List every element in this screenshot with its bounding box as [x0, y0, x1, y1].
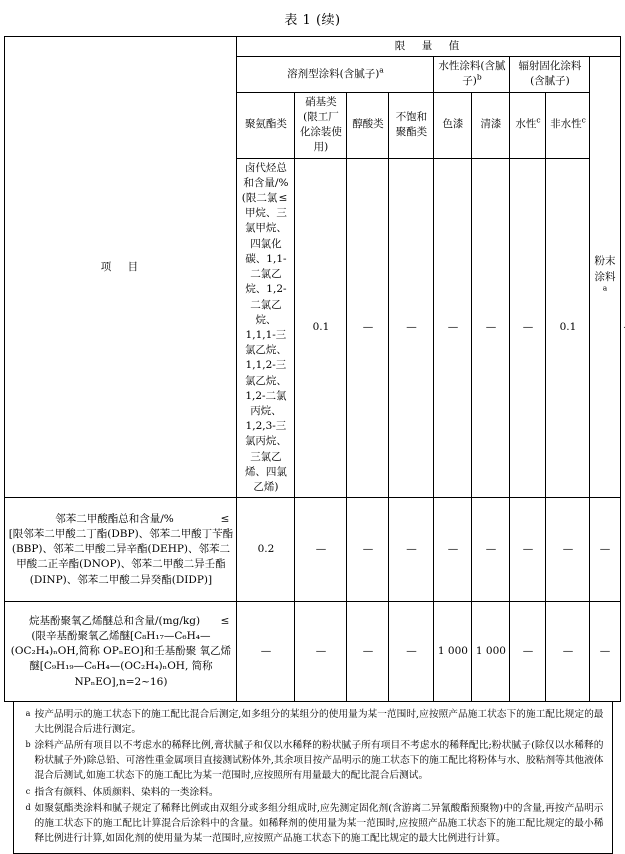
header-radiation-group: 辐射固化涂料(含腻子) [510, 57, 590, 92]
table-notes [13, 702, 613, 853]
header-leaf-polyurethane: 聚氨酯类 [237, 92, 295, 158]
row3-val-pigmented: 1 000 [434, 602, 472, 702]
header-waterborne-sup: b [476, 72, 482, 82]
header-leaf-nonwaterborne-label: 非水性 [550, 118, 582, 131]
limits-table [4, 36, 620, 702]
note-item [22, 785, 604, 800]
row3-val-unsaturated-polyester: — [389, 602, 434, 702]
row2-val-alkyd: — [347, 498, 389, 602]
row3-val-polyurethane: — [237, 602, 295, 702]
row3-detail-line-2: (OC₂H₄)ₙOH,简称 OPₙEO]和壬基酚聚 [10, 645, 197, 658]
row-alkylphenol-ethoxylates-label [5, 602, 237, 702]
header-waterborne-group [434, 57, 510, 92]
header-waterborne-label: 水性涂料(含腻子) [438, 60, 506, 88]
header-powder-sup: a [602, 283, 608, 293]
row2-symbol: ≤ [220, 512, 230, 525]
header-powder-label: 粉末涂料 [594, 255, 616, 283]
row2-val-waterborne: — [510, 498, 546, 602]
header-leaf-varnish: 清漆 [472, 92, 510, 158]
note-text-a: 按产品明示的施工状态下的施工配比混合后测定,如多组分的某组分的使用量为某一范围时,应按照产品施工状态下的施工配比规定的最大比例混合后进行测定。 [34, 709, 604, 736]
row1-name: 卤代烃总和含量/% [243, 161, 289, 189]
table-row [5, 498, 620, 602]
row2-val-powder: — [590, 498, 620, 602]
page [0, 9, 625, 844]
row3-detail-line-4: 简称 NPₙEO],n=2~16) [74, 660, 213, 688]
row1-val-unsaturated-polyester: — [434, 158, 472, 498]
header-leaf-waterborne-sup: c [536, 115, 541, 125]
row3-name: 烷基酚聚氧乙烯醚总和含量/(mg/kg) [29, 614, 201, 627]
row1-val-pigmented: — [472, 158, 510, 498]
note-item [22, 801, 604, 846]
note-mark-d: d [25, 802, 31, 812]
row2-val-nonwaterborne: — [546, 498, 590, 602]
row3-detail-line-3: 氧乙烯醚[C₉H₁₉—C₆H₄—(OC₂H₄)ₙOH, [29, 645, 232, 673]
row2-val-unsaturated-polyester: — [389, 498, 434, 602]
table-header-row-1 [5, 37, 620, 57]
note-mark-b: b [25, 740, 31, 750]
header-leaf-pigmented: 色漆 [434, 92, 472, 158]
table-row [5, 602, 620, 702]
row3-val-waterborne: — [510, 602, 546, 702]
header-limit-group: 限 量 值 [237, 37, 620, 57]
page-title: 表 1 (续) [284, 13, 341, 28]
header-item-col: 项 目 [5, 37, 237, 498]
row1-symbol: ≤ [278, 191, 288, 204]
header-powder-col [590, 57, 620, 498]
row1-detail: (限二氯甲烷、三氯甲烷、四氯化碳、1,1-二氯乙烷、1,2-二氯乙烷、1,1,1-三氯乙烷、1,1,2-三氯乙烷、1,2-二氯丙烷、1,2,3-三氯丙烷、三氯乙烯、四氯乙烯) [241, 191, 287, 494]
row2-val-pigmented: — [434, 498, 472, 602]
row3-val-powder: — [590, 602, 620, 702]
row1-val-varnish: — [510, 158, 546, 498]
note-text-d: 如聚氨酯类涂料和腻子规定了稀释比例或由双组分或多组分组成时,应先测定固化剂(含游离二异氰酸酯预聚物)中的含量,再按产品明示的施工状态下的施工配比计算混合后涂料中的含量。如稀释剂的使用量为某一范围时,应按照产品施工状态下的施工配比规定的最小稀释比例进行计算,如固化剂的使用量为某一范围时,应按照产品施工状态下的施工配比规定的最大比例进行计算。 [34, 802, 604, 844]
row3-val-nitro: — [295, 602, 347, 702]
header-leaf-nonwaterborne-sup: c [581, 115, 586, 125]
row2-detail: [限邻苯二甲酸二丁酯(DBP)、邻苯二甲酸丁苄酯(BBP)、邻苯二甲酸二异辛酯(DEHP)、邻苯二甲酸二正辛酯(DNOP)、邻苯二甲酸二异壬酯(DINP)、邻苯二甲酸二异癸酯(DIDP)] [8, 528, 234, 586]
row2-val-polyurethane: 0.2 [237, 498, 295, 602]
row2-val-varnish: — [472, 498, 510, 602]
row3-val-varnish: 1 000 [472, 602, 510, 702]
row1-val-alkyd: — [389, 158, 434, 498]
row1-val-nitro: — [347, 158, 389, 498]
row1-val-polyurethane: 0.1 [295, 158, 347, 498]
header-leaf-waterborne [510, 92, 546, 158]
row1-val-waterborne: 0.1 [546, 158, 590, 498]
header-leaf-nonwaterborne [546, 92, 590, 158]
header-solvent-label: 溶剂型涂料(含腻子) [287, 67, 380, 80]
header-leaf-unsaturated-polyester: 不饱和聚酯类 [389, 92, 434, 158]
row2-name: 邻苯二甲酸酯总和含量/% [55, 512, 174, 525]
note-text-b: 涂料产品所有项目以不考虑水的稀释比例,膏状腻子和仅以水稀释的粉状腻子所有项目不考虑水的稀释配比;粉状腻子(除仅以水稀释的粉状腻子外)除总铅、可溶性重金属项目直接测试粉体外,其余项目按产品明示的施工状态下的施工配比将粉体与水、胶粘剂等其他液体混合后测试,如施工状态下的施工配比为某一范围时,应按照所有用量最大的配比混合后测试。 [34, 740, 604, 782]
row3-detail-line-1: (限辛基酚聚氧乙烯醚[C₈H₁₇—C₆H₄— [31, 630, 211, 643]
row3-symbol: ≤ [220, 614, 230, 627]
header-leaf-nitro: 硝基类(限工厂化涂装使用) [295, 92, 347, 158]
row3-val-alkyd: — [347, 602, 389, 702]
header-leaf-waterborne-label: 水性 [515, 118, 537, 131]
row3-val-nonwaterborne: — [546, 602, 590, 702]
header-solvent-group [237, 57, 434, 92]
note-item [22, 738, 604, 783]
note-text-c: 指含有颜料、体质颜料、染料的一类涂料。 [34, 786, 219, 798]
header-solvent-sup: a [379, 65, 384, 75]
note-item [22, 707, 604, 737]
row-halogenated-hydrocarbons-label [237, 158, 295, 498]
row-phthalates-label [5, 498, 237, 602]
note-mark-a: a [25, 709, 31, 719]
header-leaf-alkyd: 醇酸类 [347, 92, 389, 158]
row2-val-nitro: — [295, 498, 347, 602]
note-mark-c: c [25, 786, 31, 796]
